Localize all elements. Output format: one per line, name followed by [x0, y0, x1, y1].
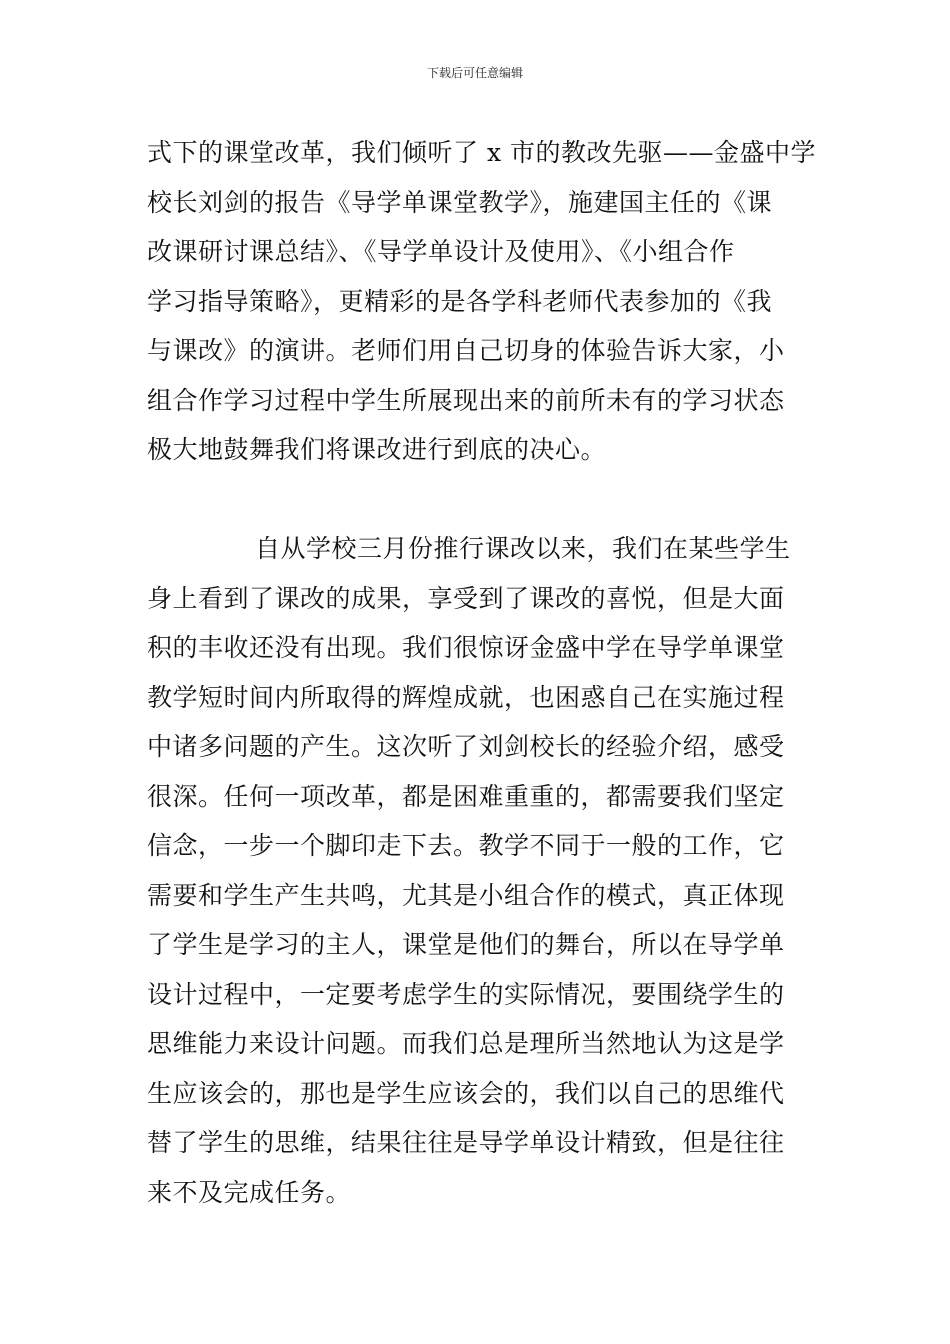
paragraph-line: 组合作学习过程中学生所展现出来的前所未有的学习状态 [147, 385, 785, 415]
paragraph-line: 身上看到了课改的成果，享受到了课改的喜悦，但是大面 [147, 583, 785, 613]
paragraph-line: 了学生是学习的主人，课堂是他们的舞台，所以在导学单 [147, 930, 785, 959]
paragraph-line: 极大地鼓舞我们将课改进行到底的决心。 [147, 435, 607, 464]
paragraph-line: 设计过程中，一定要考虑学生的实际情况，要围绕学生的 [147, 979, 785, 1009]
paragraph-2 [147, 524, 807, 1217]
paragraph-line: 替了学生的思维，结果往往是导学单设计精致，但是往往 [147, 1128, 785, 1157]
paragraph-line: 校长刘剑的报告《导学单课堂教学》，施建国主任的《课 [147, 187, 773, 217]
paragraph-line: 式下的课堂改革，我们倾听了 x 市的教改先驱——金盛中学 [147, 138, 816, 167]
paragraph-line: 需要和学生产生共鸣，尤其是小组合作的模式，真正体现 [147, 880, 785, 910]
paragraph-line: 生应该会的，那也是学生应该会的，我们以自己的思维代 [147, 1078, 785, 1108]
paragraph-line: 思维能力来设计问题。而我们总是理所当然地认为这是学 [147, 1029, 785, 1058]
paragraph-1 [147, 128, 816, 475]
paragraph-line: 教学短时间内所取得的辉煌成就，也困惑自己在实施过程 [147, 682, 785, 712]
paragraph-line: 改课研讨课总结》、《导学单设计及使用》、《小组合作 [147, 237, 735, 266]
page-header: 下载后可任意编辑 [426, 66, 523, 80]
paragraph-line: 学习指导策略》，更精彩的是各学科老师代表参加的《我 [147, 286, 773, 316]
paragraph-line: 信念，一步一个脚印走下去。教学不同于一般的工作，它 [147, 831, 785, 860]
paragraph-line: 中诸多问题的产生。这次听了刘剑校长的经验介绍，感受 [147, 732, 785, 761]
paragraph-line: 积的丰收还没有出现。我们很惊讶金盛中学在导学单课堂 [147, 633, 785, 662]
paragraph-line-indented: 自从学校三月份推行课改以来，我们在某些学生 [255, 534, 791, 563]
paragraph-line: 与课改》的演讲。老师们用自己切身的体验告诉大家，小 [147, 336, 785, 365]
paragraph-line: 很深。任何一项改革，都是困难重重的，都需要我们坚定 [147, 781, 785, 811]
paragraph-line: 来不及完成任务。 [147, 1177, 352, 1207]
